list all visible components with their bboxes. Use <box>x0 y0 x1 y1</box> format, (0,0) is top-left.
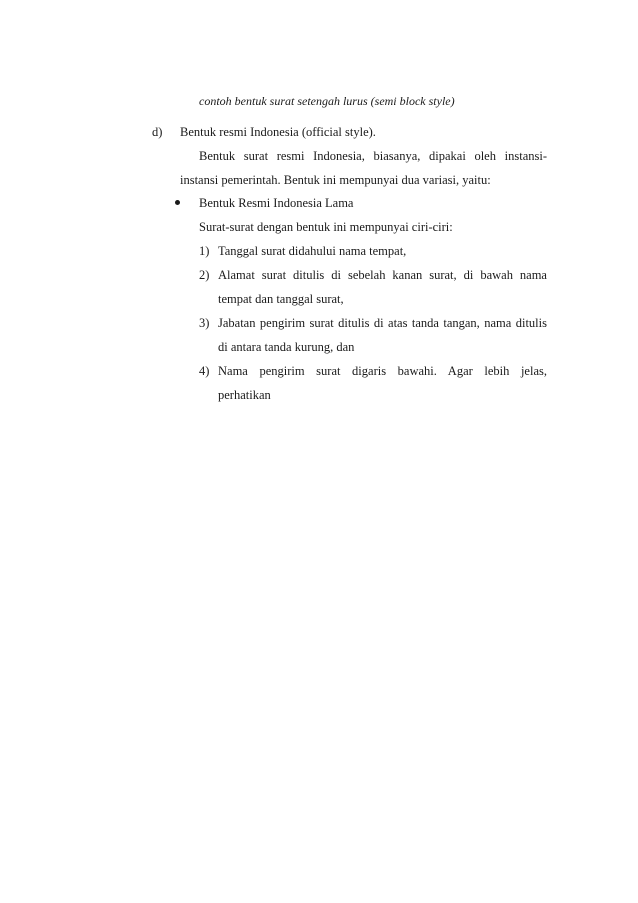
bullet-title: Bentuk Resmi Indonesia Lama <box>199 196 354 210</box>
list-item-text-continued: perhatikan <box>218 388 271 402</box>
paragraph-line-2: instansi pemerintah. Bentuk ini mempunyai dua variasi, yaitu: <box>180 173 491 187</box>
list-item-number: 3) <box>199 316 210 330</box>
list-item-number: 1) <box>199 244 210 258</box>
figure-caption: contoh bentuk surat setengah lurus (semi block style) <box>199 94 455 108</box>
paragraph-line-1: Bentuk surat resmi Indonesia, biasanya, dipakai oleh instansi- <box>199 149 547 163</box>
bullet-icon <box>175 200 180 205</box>
section-heading: Bentuk resmi Indonesia (official style). <box>180 125 376 139</box>
list-item-text: Tanggal surat didahului nama tempat, <box>218 244 407 258</box>
list-item-text-continued: tempat dan tanggal surat, <box>218 292 344 306</box>
list-item-text: Jabatan pengirim surat ditulis di atas tanda tangan, nama ditulis <box>218 316 547 330</box>
list-item-text: Nama pengirim surat digaris bawahi. Agar lebih jelas, <box>218 364 547 378</box>
list-item-text: Alamat surat ditulis di sebelah kanan surat, di bawah nama <box>218 268 547 282</box>
section-marker: d) <box>152 125 163 139</box>
bullet-intro: Surat-surat dengan bentuk ini mempunyai ciri-ciri: <box>199 220 453 234</box>
list-item-number: 4) <box>199 364 210 378</box>
list-item-text-continued: di antara tanda kurung, dan <box>218 340 355 354</box>
list-item-number: 2) <box>199 268 210 282</box>
